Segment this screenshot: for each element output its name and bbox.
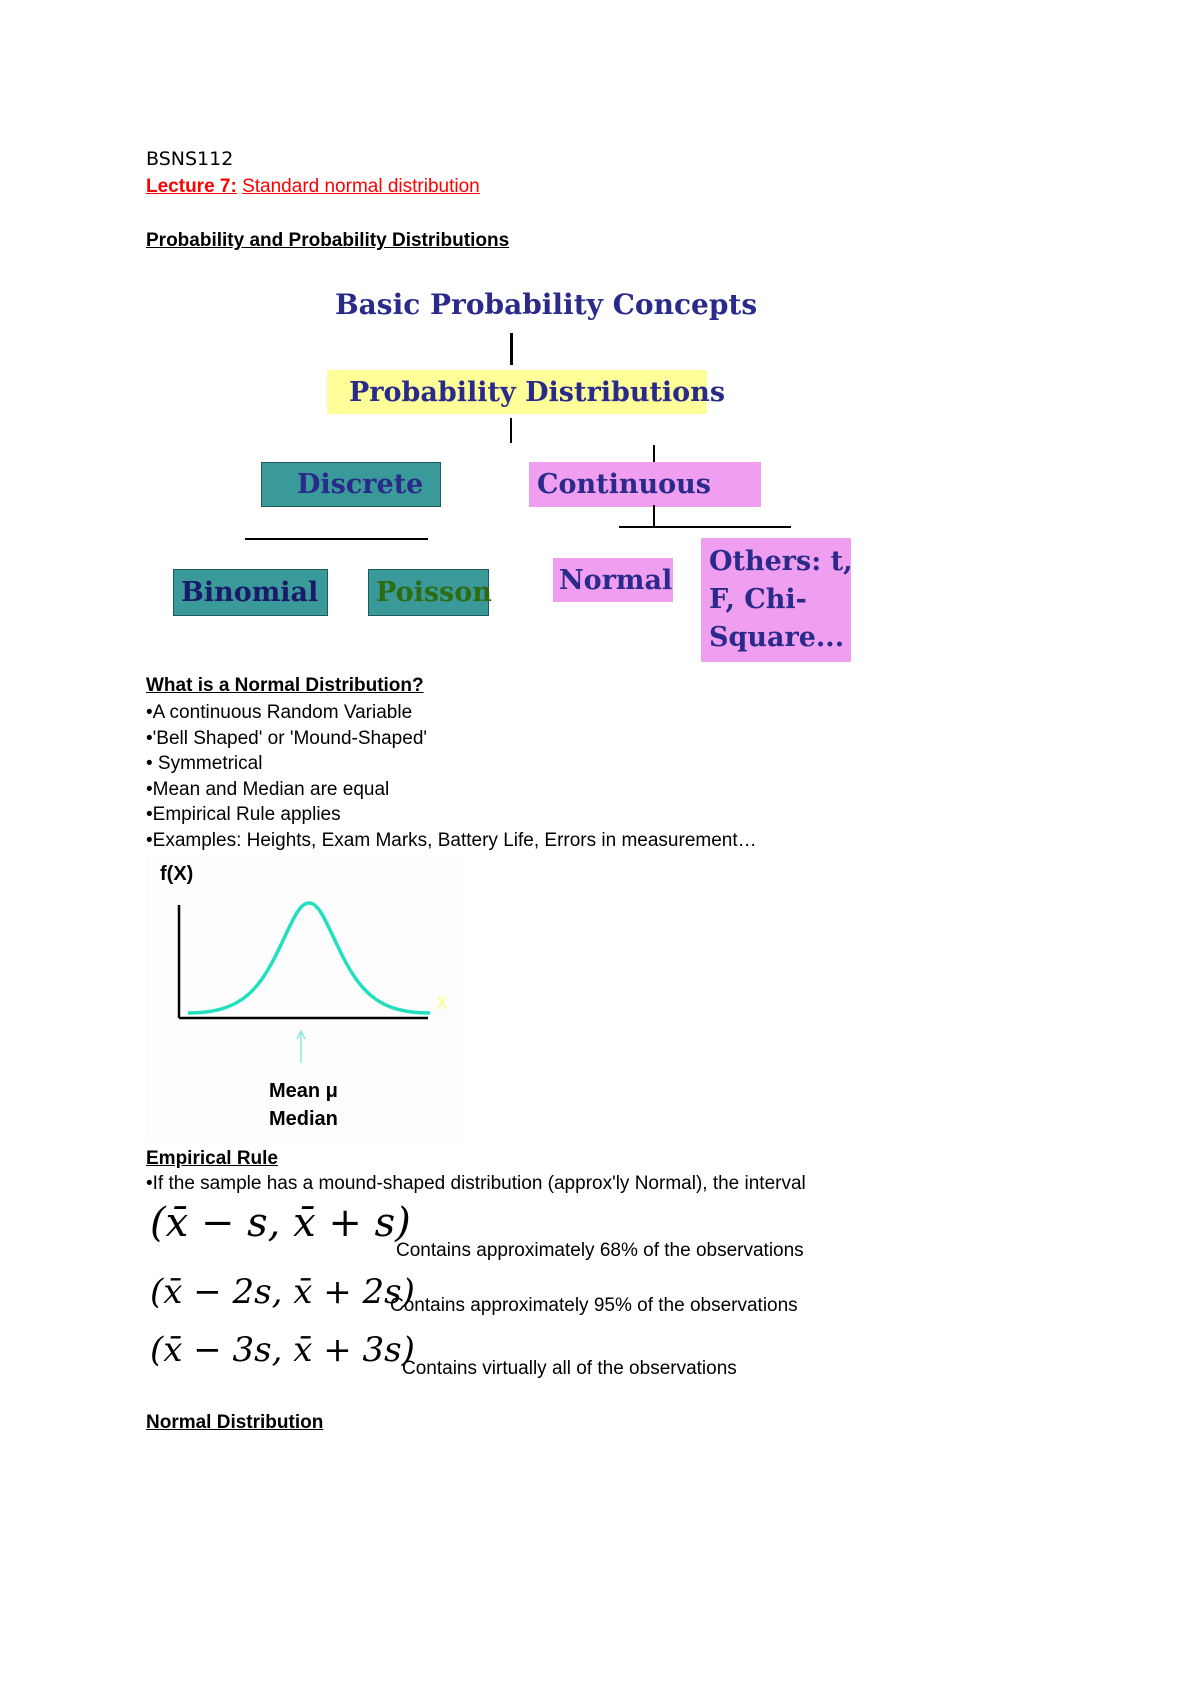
lecture-line [146, 176, 480, 198]
normal-heading: What is a Normal Distribution? [146, 675, 424, 696]
connector-line [510, 333, 513, 365]
bell-curve-figure [146, 855, 466, 1140]
connector-line [619, 526, 791, 528]
lecture-title: Standard normal distribution [242, 176, 480, 197]
normal-bullet-list [146, 700, 757, 853]
interval-formula-2: (x̄ − 2s, x̄ + 2s) [150, 1272, 415, 1312]
median-label: Median [269, 1108, 338, 1130]
empirical-heading: Empirical Rule [146, 1148, 278, 1169]
section-title: Probability and Probability Distributions [146, 230, 510, 251]
box-binomial: Binomial [173, 569, 328, 616]
lecture-label: Lecture 7: [146, 176, 237, 197]
others-line-3: Square... [709, 622, 845, 653]
list-item: •Mean and Median are equal [146, 778, 390, 800]
box-poisson: Poisson [368, 569, 489, 616]
interval-formula-1: (x̄ − s, x̄ + s) [150, 1200, 411, 1246]
interval-text-3: Contains virtually all of the observations [402, 1358, 737, 1379]
box-discrete: Discrete [261, 462, 441, 507]
box-normal: Normal [553, 558, 673, 602]
list-item: •Examples: Heights, Exam Marks, Battery Life, Errors in measurement… [146, 829, 757, 851]
course-code: BSNS112 [146, 148, 234, 170]
list-item: •'Bell Shaped' or 'Mound-Shaped' [146, 727, 428, 749]
diagram-title: Basic Probability Concepts [335, 288, 758, 321]
others-line-2: F, Chi- [709, 584, 807, 615]
y-axis-label: f(X) [160, 863, 194, 885]
box-probability-distributions: Probability Distributions [327, 370, 707, 414]
list-item: •A continuous Random Variable [146, 702, 413, 723]
connector-line [245, 538, 428, 540]
box-continuous: Continuous [529, 462, 761, 507]
others-line-1: Others: t, [709, 546, 853, 577]
list-item: •Empirical Rule applies [146, 804, 341, 825]
interval-text-1: Contains approximately 68% of the observations [396, 1240, 804, 1261]
interval-text-2: Contains approximately 95% of the observations [390, 1295, 798, 1316]
x-axis-label: X [436, 993, 449, 1013]
list-item: • Symmetrical [146, 753, 263, 774]
bell-curve [188, 903, 430, 1013]
connector-line [653, 505, 655, 527]
connector-line [510, 418, 512, 443]
interval-formula-3: (x̄ − 3s, x̄ + 3s) [150, 1330, 415, 1370]
box-others [701, 538, 851, 662]
empirical-intro: •If the sample has a mound-shaped distribution (approx'ly Normal), the interval [146, 1173, 806, 1194]
final-heading: Normal Distribution [146, 1412, 324, 1433]
mean-label: Mean μ [269, 1080, 338, 1102]
